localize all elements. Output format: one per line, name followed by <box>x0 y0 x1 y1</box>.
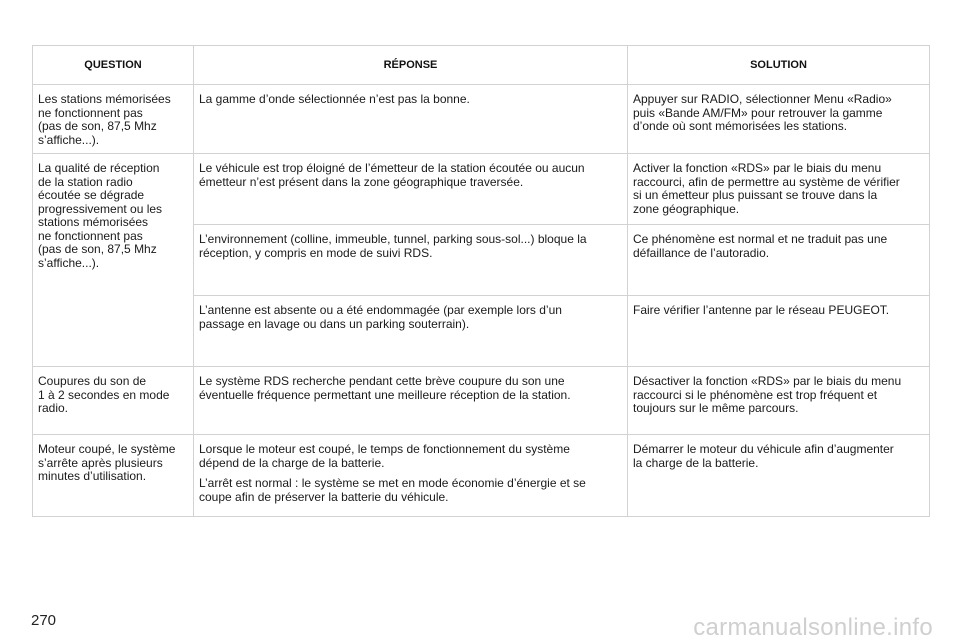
table-row <box>33 154 930 225</box>
header-question: QUESTION <box>33 46 194 85</box>
question-cell: Les stations mémorisées ne fonctionnent pas (pas de son, 87,5 Mhz s’affiche...). <box>33 85 194 154</box>
question-cell: La qualité de réception de la station radio écoutée se dégrade progressivement ou les stations mémorisées ne fonctionnent pas (pas de son, 87,5 Mhz s’affiche...). <box>33 154 194 367</box>
solution-cell: Activer la fonction «RDS» par le biais du menu raccourci, afin de permettre au système de vérifier si un émetteur plus puissant se trouve dans la zone géographique. <box>628 154 930 225</box>
page-number: 270 <box>31 612 57 629</box>
watermark: carmanualsonline.info <box>693 614 933 641</box>
question-cell: Coupures du son de 1 à 2 secondes en mode radio. <box>33 367 194 435</box>
reponse-paragraph: Lorsque le moteur est coupé, le temps de fonctionnement du système dépend de la charge de la batterie. <box>199 442 570 470</box>
solution-cell: Désactiver la fonction «RDS» par le biais du menu raccourci si le phénomène est trop fréquent et toujours sur le même parcours. <box>628 367 930 435</box>
reponse-cell <box>194 85 628 154</box>
table-body <box>33 85 930 517</box>
table-row <box>33 435 930 517</box>
solution-cell: Appuyer sur RADIO, sélectionner Menu «Radio» puis «Bande AM/FM» pour retrouver la gamme d’onde où sont mémorisées les stations. <box>628 85 930 154</box>
question-cell: Moteur coupé, le système s’arrête après plusieurs minutes d’utilisation. <box>33 435 194 517</box>
troubleshooting-table <box>32 45 930 517</box>
solution-cell: Ce phénomène est normal et ne traduit pas une défaillance de l’autoradio. <box>628 225 930 296</box>
reponse-paragraph: La gamme d’onde sélectionnée n’est pas la bonne. <box>199 92 470 106</box>
troubleshooting-sheet <box>32 45 929 596</box>
header-solution: SOLUTION <box>628 46 930 85</box>
table-header-row <box>33 46 930 85</box>
reponse-cell <box>194 367 628 435</box>
reponse-cell <box>194 154 628 225</box>
solution-cell: Démarrer le moteur du véhicule afin d’augmenter la charge de la batterie. <box>628 435 930 517</box>
reponse-paragraph: Le système RDS recherche pendant cette brève coupure du son une éventuelle fréquence permettant une meilleure réception de la station. <box>199 374 571 402</box>
table-row <box>33 367 930 435</box>
solution-cell: Faire vérifier l’antenne par le réseau PEUGEOT. <box>628 296 930 367</box>
reponse-paragraph: Le véhicule est trop éloigné de l’émetteur de la station écoutée ou aucun émetteur n’est présent dans la zone géographique traversée. <box>199 161 585 189</box>
reponse-cell <box>194 435 628 517</box>
reponse-paragraph: L’environnement (colline, immeuble, tunnel, parking sous-sol...) bloque la réception, y compris en mode de suivi RDS. <box>199 232 587 260</box>
reponse-paragraph: L’antenne est absente ou a été endommagée (par exemple lors d’un passage en lavage ou dans un parking souterrain). <box>199 303 562 331</box>
reponse-paragraph: L’arrêt est normal : le système se met en mode économie d’énergie et se coupe afin de préserver la batterie du véhicule. <box>199 476 586 504</box>
reponse-cell <box>194 296 628 367</box>
reponse-cell <box>194 225 628 296</box>
table-row <box>33 85 930 154</box>
header-reponse: RÉPONSE <box>194 46 628 85</box>
